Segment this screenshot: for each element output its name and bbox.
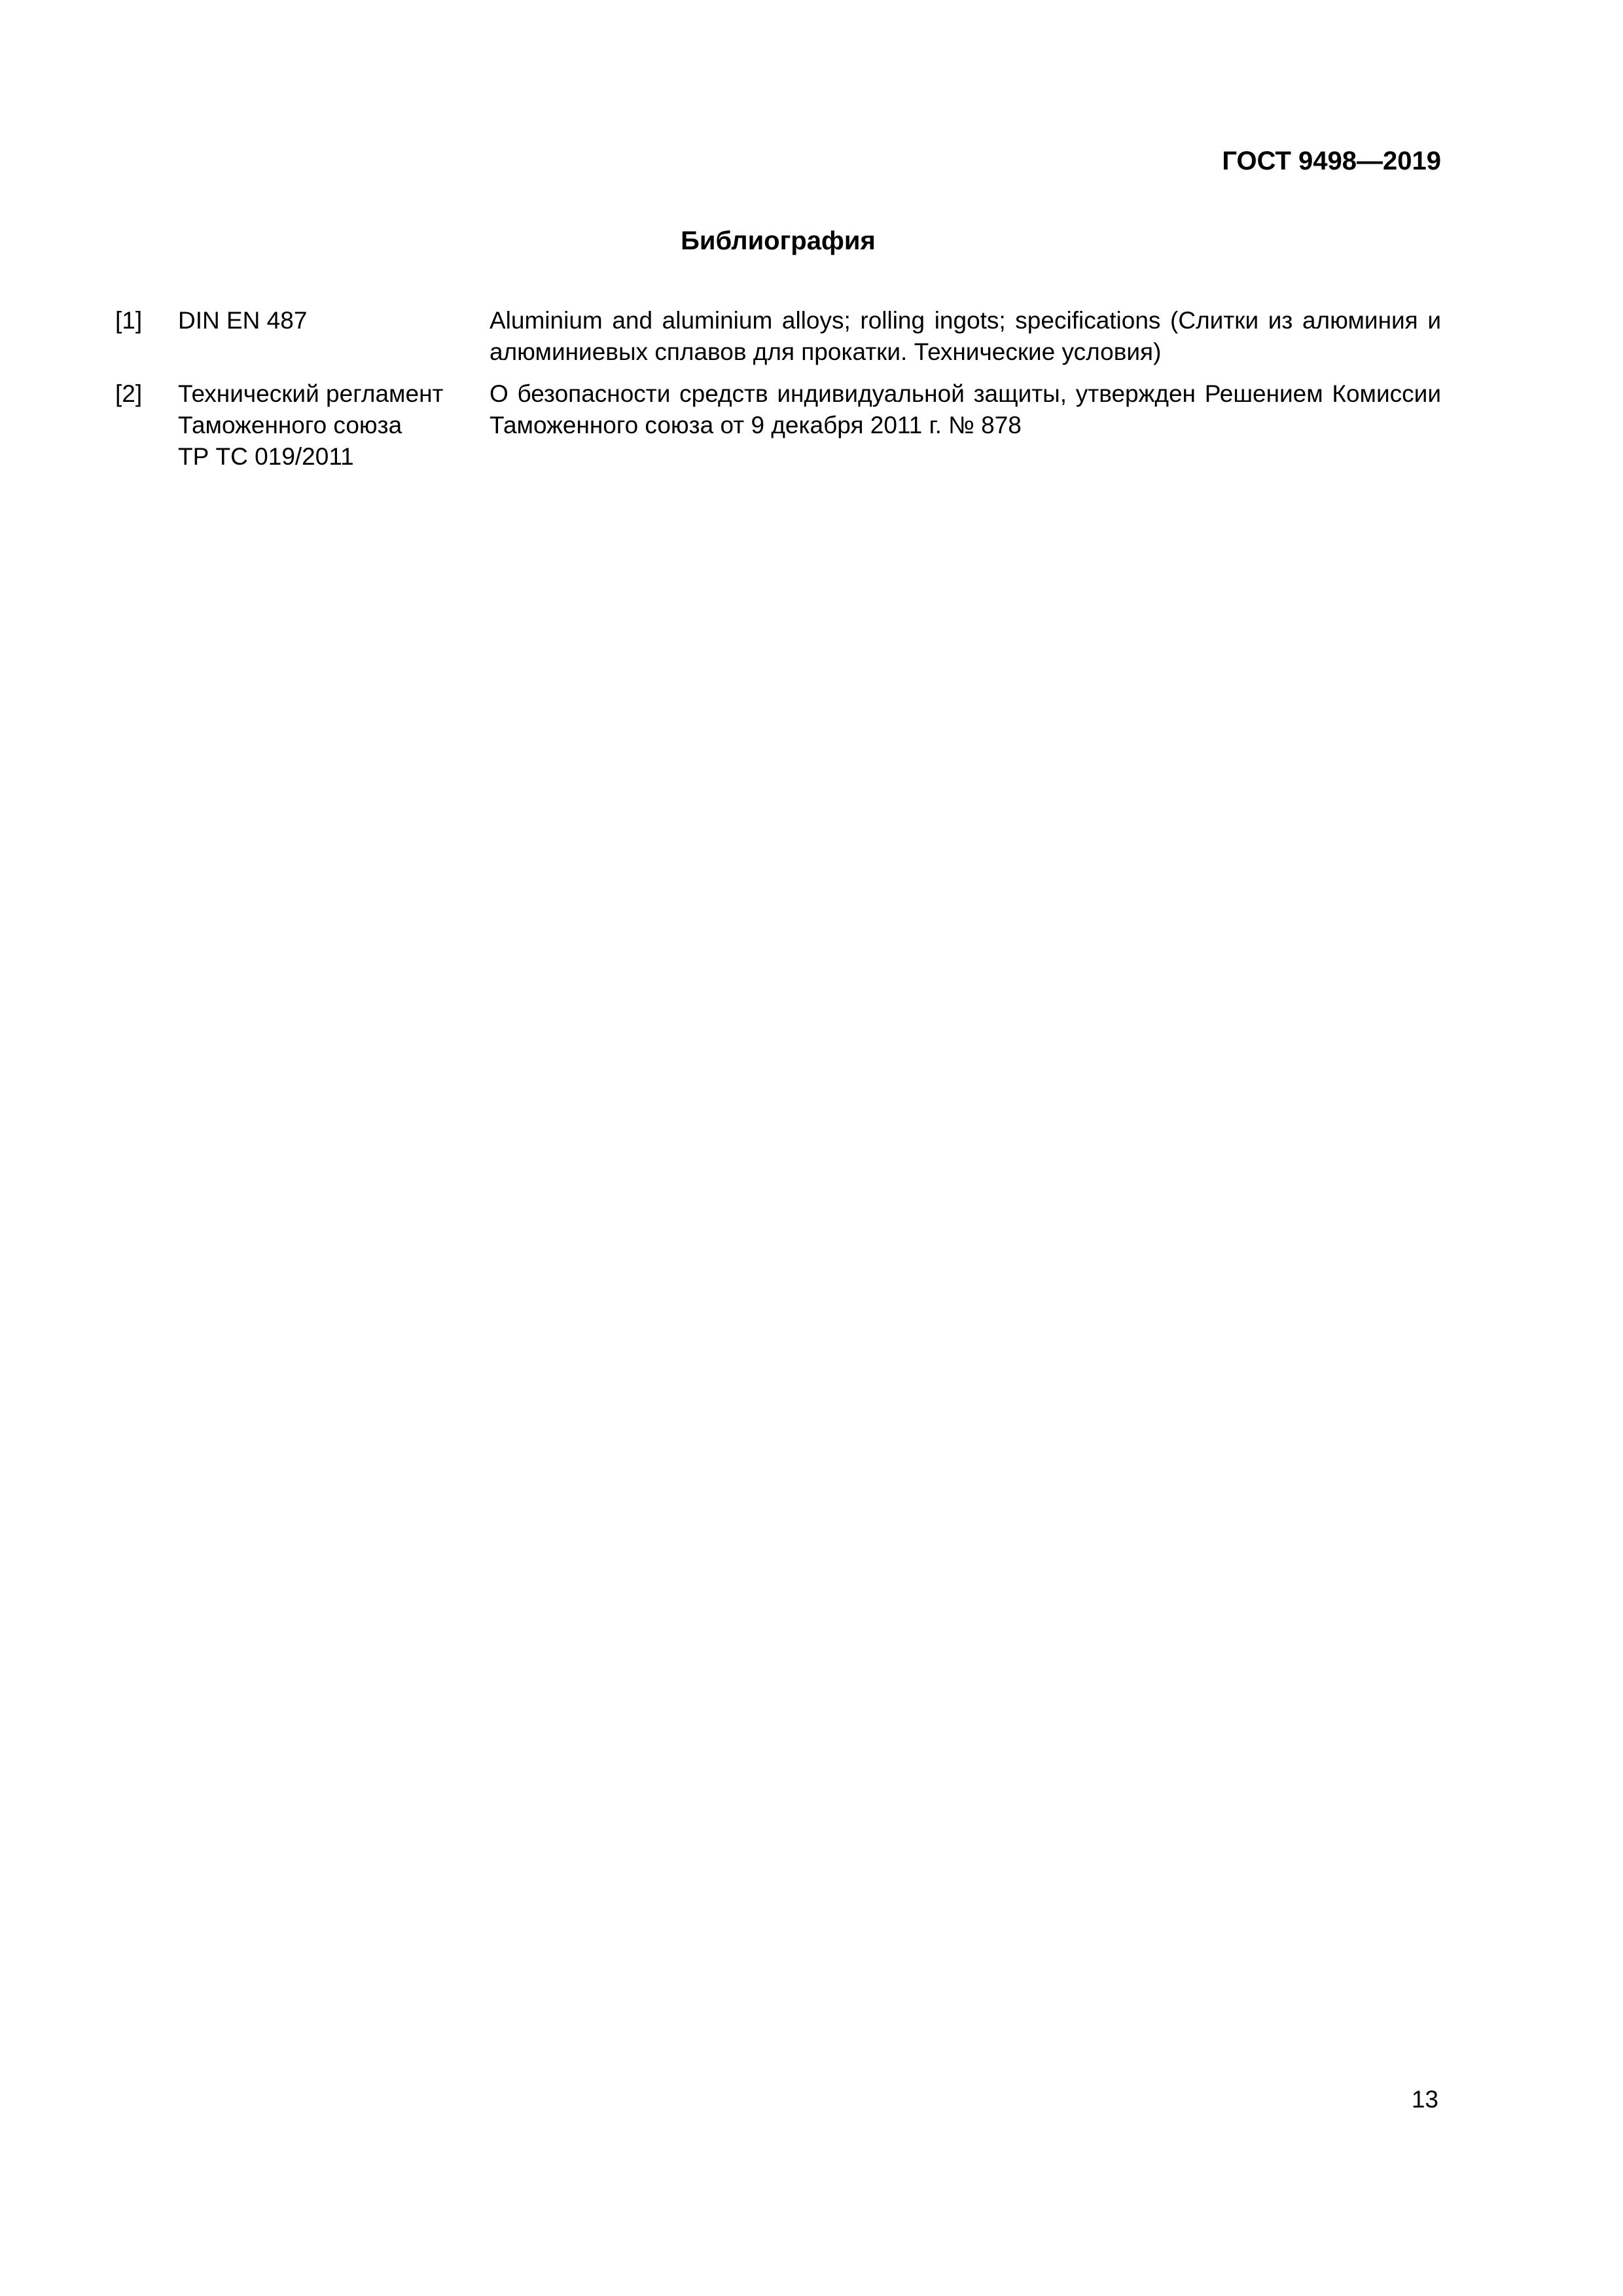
entry-reference-line: Технический регламент <box>178 380 444 407</box>
bibliography-title: Библиография <box>681 226 876 255</box>
bibliography-entry <box>115 305 1441 368</box>
bibliography-list <box>115 305 1441 483</box>
entry-number: [1] <box>115 307 143 334</box>
entry-description: Aluminium and aluminium alloys; rolling ingots; specifications (Слитки из алюминия и алюминиевых сплавов для прокатки. Технические условия) <box>490 307 1441 365</box>
entry-description: О безопасности средств индивидуальной защиты, утвержден Решением Комиссии Таможенного союза от 9 декабря 2011 г. № 878 <box>490 380 1441 439</box>
document-code: ГОСТ 9498—2019 <box>1222 147 1441 175</box>
bibliography-entry <box>115 378 1441 473</box>
entry-reference-line: Таможенного союза <box>178 412 402 439</box>
entry-reference-line: ТР ТС 019/2011 <box>178 443 354 470</box>
entry-number: [2] <box>115 380 143 407</box>
entry-reference <box>178 378 490 473</box>
entry-reference <box>178 305 490 336</box>
page-number: 13 <box>1411 2086 1438 2113</box>
entry-reference-line: DIN EN 487 <box>178 307 308 334</box>
